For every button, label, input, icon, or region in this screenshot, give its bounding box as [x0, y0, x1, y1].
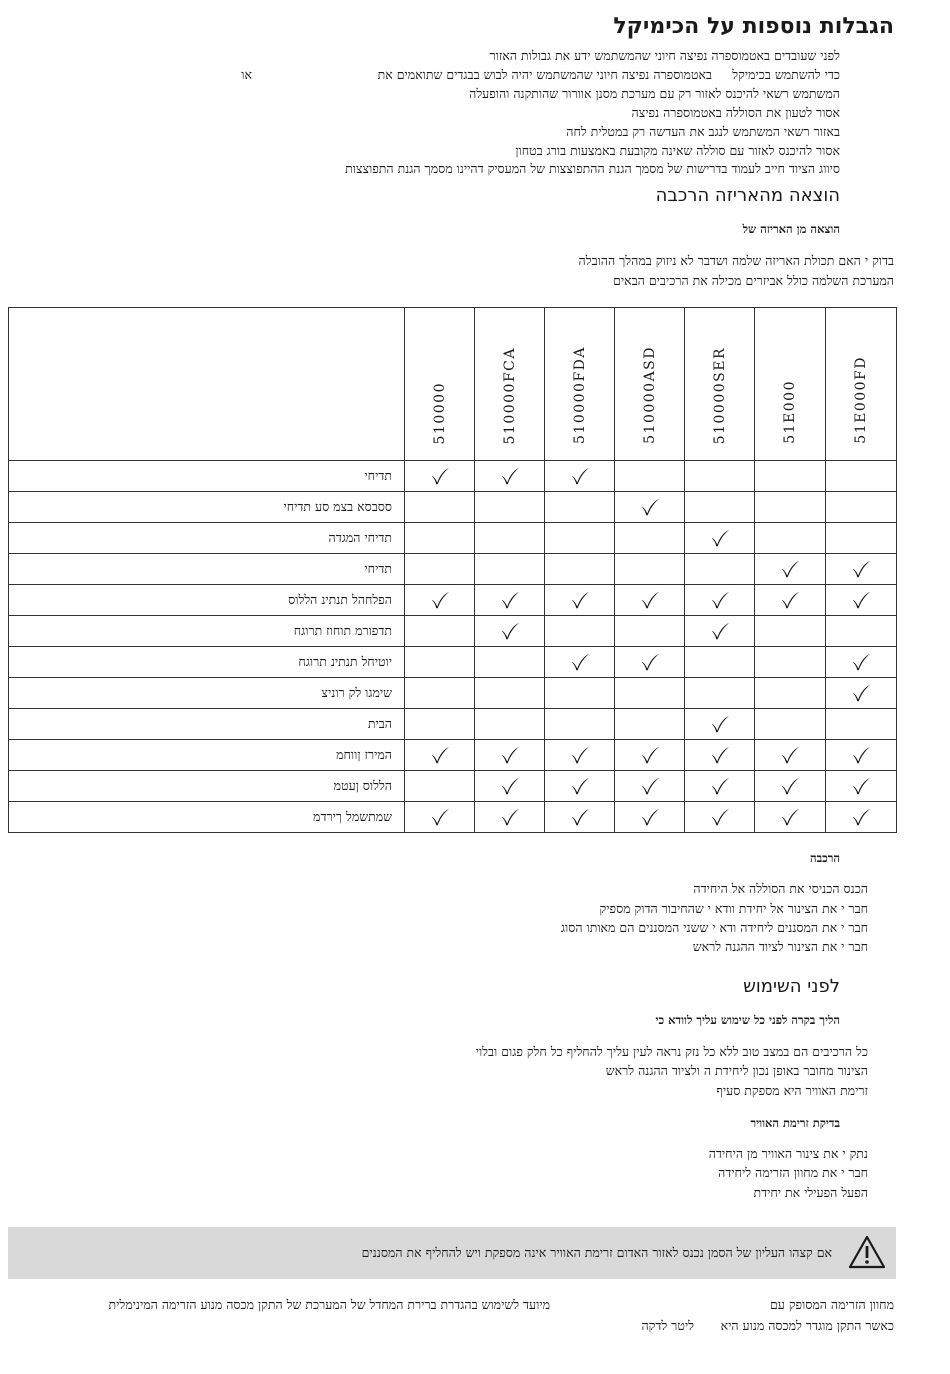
check-cell	[826, 461, 897, 492]
unpacking-heading: הוצאה מהאריזה הרכבה	[655, 185, 840, 206]
check-cell	[405, 709, 475, 740]
check-cell	[755, 461, 826, 492]
checkmark-icon	[429, 589, 451, 611]
check-cell	[405, 647, 475, 678]
model-name: 510000SER	[711, 346, 728, 444]
check-cell	[755, 616, 826, 647]
check-cell	[545, 771, 615, 802]
footer-line-1-right: מחוון הזרימה המסופק עם	[769, 1297, 894, 1312]
check-cell	[475, 802, 545, 833]
check-cell	[685, 585, 755, 616]
unpacking-line-1: בדוק י האם תכולת האריזה שלמה ושדבר לא ניזוק במהלך ההובלה	[578, 253, 894, 268]
table-row	[9, 585, 897, 616]
model-name: 510000ASD	[641, 346, 658, 444]
unpacking-line-2: המערכת השלמה כולל אביזרים מכילה את הרכיבים הבאים	[613, 273, 894, 288]
check-cell	[685, 771, 755, 802]
airflow-line-2: חבר י את מחוון הזרימה ליחידה	[718, 1165, 868, 1180]
check-cell	[826, 616, 897, 647]
checkmark-icon	[709, 527, 731, 549]
check-cell	[826, 523, 897, 554]
checkmark-icon	[639, 651, 661, 673]
model-name: 51E000	[782, 380, 798, 444]
check-cell	[755, 554, 826, 585]
checkmark-icon	[709, 806, 731, 828]
check-cell	[615, 616, 685, 647]
component-label: הבית	[9, 709, 405, 740]
check-cell	[615, 554, 685, 585]
assembly-line-2: חבר י את הצינור אל יחידת וודא י שהחיבור הדוק מספיק	[599, 901, 868, 916]
page-title: הגבלות נוספות על הכימיקל	[613, 14, 894, 39]
airflow-line-3: הפעל הפעילי את יחידת	[753, 1185, 868, 1200]
check-cell	[545, 492, 615, 523]
checkmark-icon	[499, 775, 521, 797]
check-cell	[405, 554, 475, 585]
table-row	[9, 492, 897, 523]
limit-line-4: אסור לטעון את הסוללה באטמוספרה נפיצה	[631, 105, 840, 120]
check-cell	[826, 554, 897, 585]
check-cell	[615, 771, 685, 802]
checkmark-icon	[850, 775, 872, 797]
footer-line-2-left: ליטר לדקה	[641, 1318, 694, 1333]
checkmark-icon	[569, 589, 591, 611]
checkmark-icon	[429, 806, 451, 828]
checkmark-icon	[850, 806, 872, 828]
check-cell	[475, 740, 545, 771]
checkmark-icon	[709, 713, 731, 735]
check-cell	[615, 492, 685, 523]
check-cell	[826, 802, 897, 833]
unpacking-subheading: הוצאה מן האריזה של	[742, 222, 840, 236]
check-cell	[545, 616, 615, 647]
checkmark-icon	[779, 775, 801, 797]
before-use-heading: לפני השימוש	[743, 976, 840, 997]
check-cell	[615, 740, 685, 771]
model-name: 510000FDA	[571, 346, 588, 444]
check-cell	[405, 802, 475, 833]
check-cell	[826, 678, 897, 709]
table-row	[9, 647, 897, 678]
check-cell	[826, 647, 897, 678]
table-row	[9, 616, 897, 647]
component-label: שמתשמל ךירדמ	[9, 802, 405, 833]
check-cell	[755, 523, 826, 554]
checkmark-icon	[639, 589, 661, 611]
check-cell	[475, 678, 545, 709]
check-cell	[405, 492, 475, 523]
limit-line-6: אסור להיכנס לאזור עם סוללה שאינה מקובעת באמצעות בורג בטחון	[515, 143, 840, 158]
limit-line-2-mid: באטמוספרה נפיצה חיוני שהמשתמש יהיה לבוש בבגדים שתואמים את	[377, 67, 712, 82]
assembly-line-1: הכנס הכניסי את הסוללה אל היחידה	[693, 881, 868, 896]
check-cell	[545, 461, 615, 492]
warning-text: אם קצהו העליון של הסמן נכנס לאזור האדום זרימת האוויר אינה מספקת ויש להחליף את המסננים	[361, 1245, 832, 1260]
check-cell	[615, 461, 685, 492]
table-row	[9, 802, 897, 833]
check-cell	[685, 647, 755, 678]
checkmark-icon	[639, 744, 661, 766]
component-label: תדיחי	[9, 461, 405, 492]
check-cell	[615, 523, 685, 554]
component-label: שימגו לק רוניצ	[9, 678, 405, 709]
check-cell	[615, 709, 685, 740]
table-row	[9, 554, 897, 585]
table-header-row	[9, 308, 897, 461]
check-cell	[475, 647, 545, 678]
footer-line-2-right: כאשר התקן מוגדר למכסה מנוע היא	[720, 1318, 894, 1333]
check-cell	[545, 554, 615, 585]
check-cell	[475, 709, 545, 740]
checkmark-icon	[639, 775, 661, 797]
checkmark-icon	[779, 589, 801, 611]
checkmark-icon	[499, 589, 521, 611]
model-header-cell	[615, 308, 685, 461]
check-cell	[545, 740, 615, 771]
checkmark-icon	[569, 806, 591, 828]
checkmark-icon	[779, 558, 801, 580]
checkmark-icon	[569, 651, 591, 673]
check-cell	[545, 523, 615, 554]
limit-line-3: המשתמש רשאי להיכנס לאזור רק עם מערכת מסנן אוורור שהותקנה והופעלה	[469, 86, 840, 101]
check-cell	[545, 647, 615, 678]
checkmark-icon	[499, 806, 521, 828]
model-header-cell	[545, 308, 615, 461]
check-cell	[685, 523, 755, 554]
model-name: 510000FCA	[501, 346, 518, 444]
check-cell	[405, 585, 475, 616]
check-cell	[685, 802, 755, 833]
checkmark-icon	[569, 775, 591, 797]
check-cell	[475, 461, 545, 492]
check-cell	[755, 740, 826, 771]
header-label-cell	[9, 308, 405, 461]
component-label: יוטיחל תנתינ תרוגח	[9, 647, 405, 678]
table-row	[9, 461, 897, 492]
check-cell	[826, 492, 897, 523]
limit-line-2-start: כדי להשתמש בכימיקל	[732, 67, 840, 82]
model-header-cell	[755, 308, 826, 461]
checkmark-icon	[709, 589, 731, 611]
check-cell	[545, 709, 615, 740]
check-cell	[685, 492, 755, 523]
check-cell	[615, 678, 685, 709]
check-cell	[755, 709, 826, 740]
check-cell	[405, 616, 475, 647]
check-cell	[475, 523, 545, 554]
component-label: תדיחי	[9, 554, 405, 585]
check-cell	[615, 802, 685, 833]
check-cell	[405, 523, 475, 554]
check-cell	[755, 678, 826, 709]
limit-line-7: סיווג הציוד חייב לעמוד בדרישות של מסמך הגנת ההתפוצצות של המעסיק דהיינו מסמך הגנת התפוצצות	[345, 161, 840, 176]
check-cell	[826, 585, 897, 616]
checkmark-icon	[779, 806, 801, 828]
check-cell	[545, 802, 615, 833]
checkmark-icon	[499, 744, 521, 766]
before-use-line-3: זרימת האוויר היא מספקת סעיף	[716, 1083, 868, 1098]
check-cell	[545, 678, 615, 709]
check-cell	[826, 771, 897, 802]
check-cell	[755, 802, 826, 833]
checkmark-icon	[499, 620, 521, 642]
check-cell	[405, 740, 475, 771]
checkmark-icon	[709, 775, 731, 797]
check-cell	[545, 585, 615, 616]
check-cell	[826, 709, 897, 740]
component-label: תדפורמ תוחוז תרוגח	[9, 616, 405, 647]
limit-line-2-end: או	[241, 67, 252, 82]
model-header-cell	[685, 308, 755, 461]
check-cell	[685, 461, 755, 492]
before-use-subheading: הליך בקרה לפני כל שימוש עליך לוודא כי	[655, 1013, 840, 1027]
check-cell	[405, 678, 475, 709]
checkmark-icon	[569, 465, 591, 487]
footer-line-1-left: מיועד לשימוש בהגדרת ברירת המחדל של המערכת של התקן מכסה מנוע הזרימה המינימלית	[108, 1297, 550, 1312]
check-cell	[755, 585, 826, 616]
checkmark-icon	[779, 744, 801, 766]
limit-line-1: לפני שעובדים באטמוספרה נפיצה חיוני שהמשתמש ידע את גבולות האזור	[489, 48, 840, 63]
components-table	[8, 307, 897, 833]
check-cell	[475, 492, 545, 523]
check-cell	[755, 492, 826, 523]
before-use-line-1: כל הרכיבים הם במצב טוב ללא כל נזק נראה לעין עליך להחליף כל חלק פגום ובלוי	[475, 1044, 868, 1059]
warning-triangle-icon	[848, 1235, 886, 1269]
assembly-line-4: חבר י את הצינור לציוד ההגנה לראש	[692, 939, 868, 954]
check-cell	[615, 585, 685, 616]
checkmark-icon	[709, 744, 731, 766]
check-cell	[755, 647, 826, 678]
check-cell	[405, 461, 475, 492]
table-row	[9, 678, 897, 709]
check-cell	[405, 771, 475, 802]
checkmark-icon	[850, 682, 872, 704]
check-cell	[685, 616, 755, 647]
checkmark-icon	[639, 806, 661, 828]
check-cell	[685, 554, 755, 585]
model-header-cell	[475, 308, 545, 461]
check-cell	[826, 740, 897, 771]
checkmark-icon	[850, 558, 872, 580]
checkmark-icon	[850, 589, 872, 611]
warning-box	[8, 1227, 896, 1279]
model-header-cell	[405, 308, 475, 461]
airflow-line-1: נתק י את צינור האוויר מן היחידה	[708, 1146, 868, 1161]
checkmark-icon	[850, 744, 872, 766]
checkmark-icon	[429, 465, 451, 487]
check-cell	[615, 647, 685, 678]
airflow-check-heading: בדיקת זרימת האוויר	[750, 1116, 840, 1130]
check-cell	[475, 771, 545, 802]
checkmark-icon	[429, 744, 451, 766]
table-row	[9, 709, 897, 740]
check-cell	[475, 554, 545, 585]
check-cell	[685, 740, 755, 771]
checkmark-icon	[569, 744, 591, 766]
table-row	[9, 740, 897, 771]
checkmark-icon	[499, 465, 521, 487]
check-cell	[685, 709, 755, 740]
table-row	[9, 771, 897, 802]
model-name: 510000	[431, 381, 448, 444]
component-label: ססבסא בצמ סע תדיחי	[9, 492, 405, 523]
check-cell	[475, 616, 545, 647]
before-use-line-2: הצינור מחובר באופן נכון ליחידת ה ולציוד ההגנה לראש	[605, 1063, 868, 1078]
component-label: המירז ןווחמ	[9, 740, 405, 771]
checkmark-icon	[709, 620, 731, 642]
checkmark-icon	[850, 651, 872, 673]
model-header-cell	[826, 308, 897, 461]
component-label: תדיחי המגדה	[9, 523, 405, 554]
check-cell	[475, 585, 545, 616]
check-cell	[685, 678, 755, 709]
limit-line-5: באזור רשאי המשתמש לנגב את העדשה רק במטלית לחה	[566, 124, 840, 139]
assembly-line-3: חבר י את המסננים ליחידה ודא י ששני המסננים הם מאותו הסוג	[560, 920, 868, 935]
checkmark-icon	[639, 496, 661, 518]
component-label: הפלחהל תנתינ הללוס	[9, 585, 405, 616]
assembly-heading: הרכבה	[809, 851, 840, 865]
model-name: 51E000FD	[853, 356, 869, 444]
component-label: הללוס ןעטמ	[9, 771, 405, 802]
table-row	[9, 523, 897, 554]
check-cell	[755, 771, 826, 802]
